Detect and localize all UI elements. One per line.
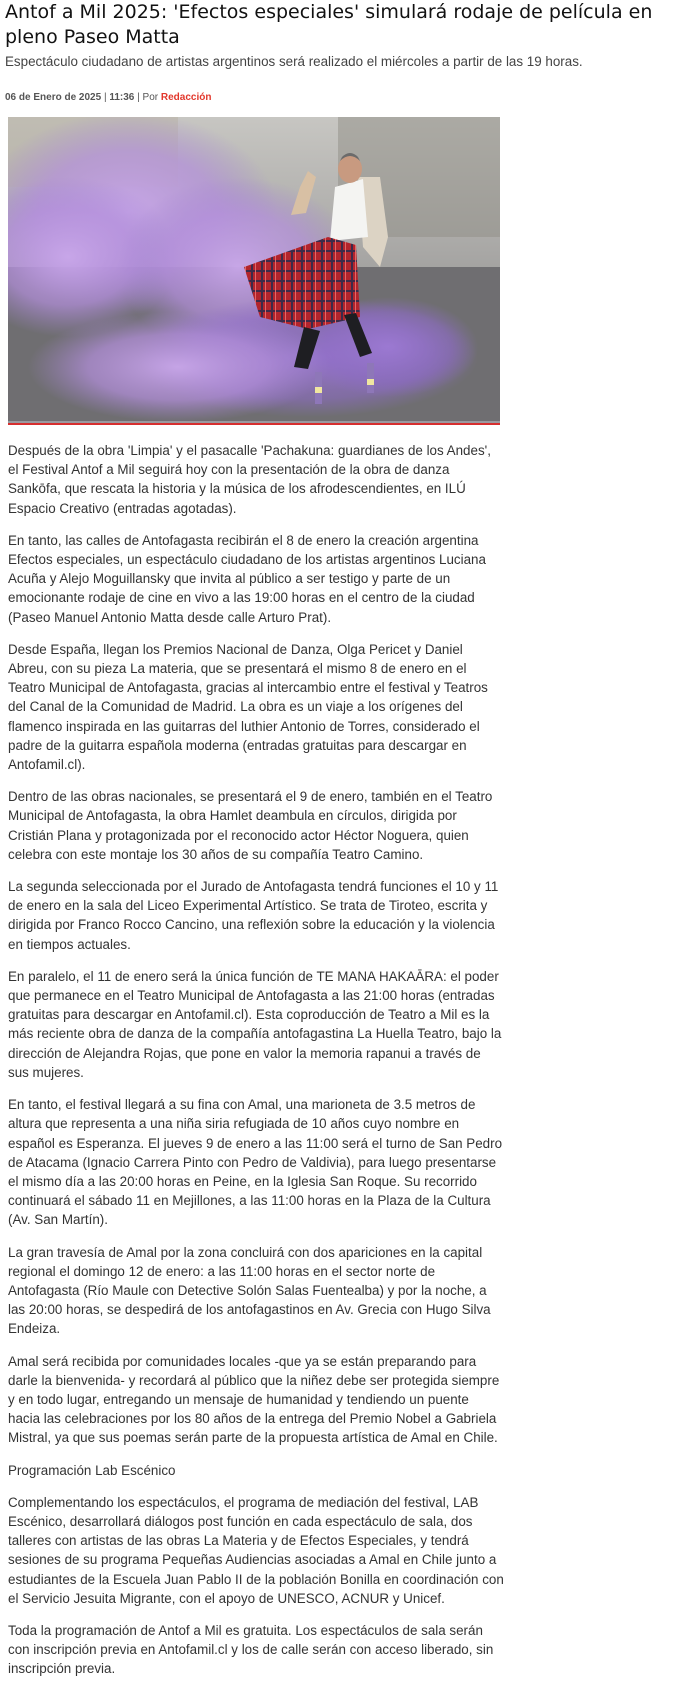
paragraph: Desde España, llegan los Premios Nacional de Danza, Olga Pericet y Daniel Abreu, con su pieza La materia, que se presentará el mismo 8 de enero en el Teatro Municipal de Antofagasta, gracias al intercambio entre el festival y Teatros del Canal de la Comunidad de Madrid. La obra es un viaje a los orígenes del flamenco inspirada en las guitarras del luthier Antonio de Torres, considerado el padre de la guitarra española moderna (entradas gratuitas para descargar en Antofamil.cl). [8,641,488,773]
publish-date: 06 de Enero de 2025 [5,92,102,103]
section-heading: Programación Lab Escénico [8,1462,176,1478]
paragraph: En tanto, las calles de Antofagasta recibirán el 8 de enero la creación argentina Efectos especiales, un espectáculo ciudadano de los artistas argentinos Luciana Acuña y Alejo Moguillansky que invita al público a ser testigo y parte de un emocionante rodaje de cine en vivo a las 19:00 horas en el centro de la ciudad (Paseo Manuel Antonio Matta desde calle Arturo Prat). [8,532,486,625]
paragraph: La segunda seleccionada por el Jurado de Antofagasta tendrá funciones el 10 y 11 de enero en la sala del Liceo Experimental Artístico. Se trata de Tiroteo, escrita y dirigida por Franco Rocco Cancino, una reflexión sobre la educación y la violencia en tiempos actuales. [8,879,499,952]
author-link[interactable]: Redacción [160,92,212,103]
paragraph: En paralelo, el 11 de enero será la única función de TE MANA HAKAĀRA: el poder que permanece en el Teatro Municipal de Antofagasta a las 21:00 horas (entradas gratuitas para descargar en Antofamil.cl). Esta coproducción de Teatro a Mil es la más reciente obra de danza de la compañía antofagastina La Huella Teatro, bajo la dirección de Alejandra Rojas, que pone en valor la memoria rapanui a través de sus mujeres. [8,968,502,1080]
paragraph: Dentro de las obras nacionales, se presentará el 9 de enero, también en el Teatro Municipal de Antofagasta, la obra Hamlet deambula en círculos, dirigida por Cristián Plana y protagonizada por el reconocido actor Héctor Noguera, quien celebra con este montaje los 30 años de su compañía Teatro Camino. [8,789,493,862]
hero-illustration [8,117,500,421]
paragraph: Después de la obra 'Limpia' y el pasacalle 'Pachakuna: guardianes de los Andes', el Festival Antof a Mil seguirá hoy con la presentación de la obra de danza Sankōfa, que rescata la historia y la música de los afrodescendientes, en ILÚ Espacio Creativo (entradas agotadas). [8,443,491,516]
article-subtitle: Espectáculo ciudadano de artistas argentinos será realizado el miércoles a partir de las 19 horas. [5,54,583,69]
byline-by-label: | Por [137,92,159,103]
paragraph: Complementando los espectáculos, el programa de mediación del festival, LAB Escénico, desarrollará diálogos post función en cada espectáculo de sala, dos talleres con artistas de las obras La Materia y de Efectos Especiales, y tendrá sesiones de su programa Pequeñas Audiencias asociadas a Amal en Chile junto a estudiantes de la Escuela Juan Pablo II de la población Bonilla en coordinación con el Servicio Jesuita Migrante, con el apoyo de UNESCO, ACNUR y Unicef. [8,1494,504,1606]
paragraph: La gran travesía de Amal por la zona concluirá con dos apariciones en la capital regional el domingo 12 de enero: a las 11:00 horas en el sector norte de Antofagasta (Río Maule con Detective Solón Salas Fuentealba) y por la noche, a las 20:00 horas, se despedirá de los antofagastinos en Av. Grecia con Hugo Silva Endeiza. [8,1244,491,1337]
byline-separator: | [103,92,107,103]
hero-image [8,117,500,425]
paragraph: En tanto, el festival llegará a su fina con Amal, una marioneta de 3.5 metros de altura que representa a una niña siria refugiada de 10 años cuyo nombre en español es Esperanza. El jueves 9 de enero a las 11:00 será el turno de San Pedro de Atacama (Ignacio Carrera Pinto con Pedro de Valdivia), para luego presentarse el mismo día a las 20:00 horas en Peine, en la Iglesia San Roque. Su recorrido continuará el sábado 11 en Mejillones, a las 11:00 horas en la Plaza de la Cultura (Av. San Martín). [8,1097,503,1228]
article-byline [5,91,211,105]
article-body [8,441,504,1692]
article-title: Antof a Mil 2025: 'Efectos especiales' simulará rodaje de película en pleno Paseo Matta [5,1,653,48]
paragraph: Amal será recibida por comunidades locales -que ya se están preparando para darle la bienvenida- y recordará al público que la niñez debe ser protegida siempre y en todo lugar, entregando un mensaje de humanidad y tendiendo un puente hacia las celebraciones por los 80 años de la entrega del Premio Nobel a Gabriela Mistral, ya que sus poemas serán parte de la propuesta artística de Amal en Chile. [8,1353,500,1446]
paragraph: Toda la programación de Antof a Mil es gratuita. Los espectáculos de sala serán con inscripción previa en Antofamil.cl y los de calle serán con acceso liberado, sin inscripción previa. [8,1622,494,1677]
publish-time: 11:36 [109,92,135,103]
